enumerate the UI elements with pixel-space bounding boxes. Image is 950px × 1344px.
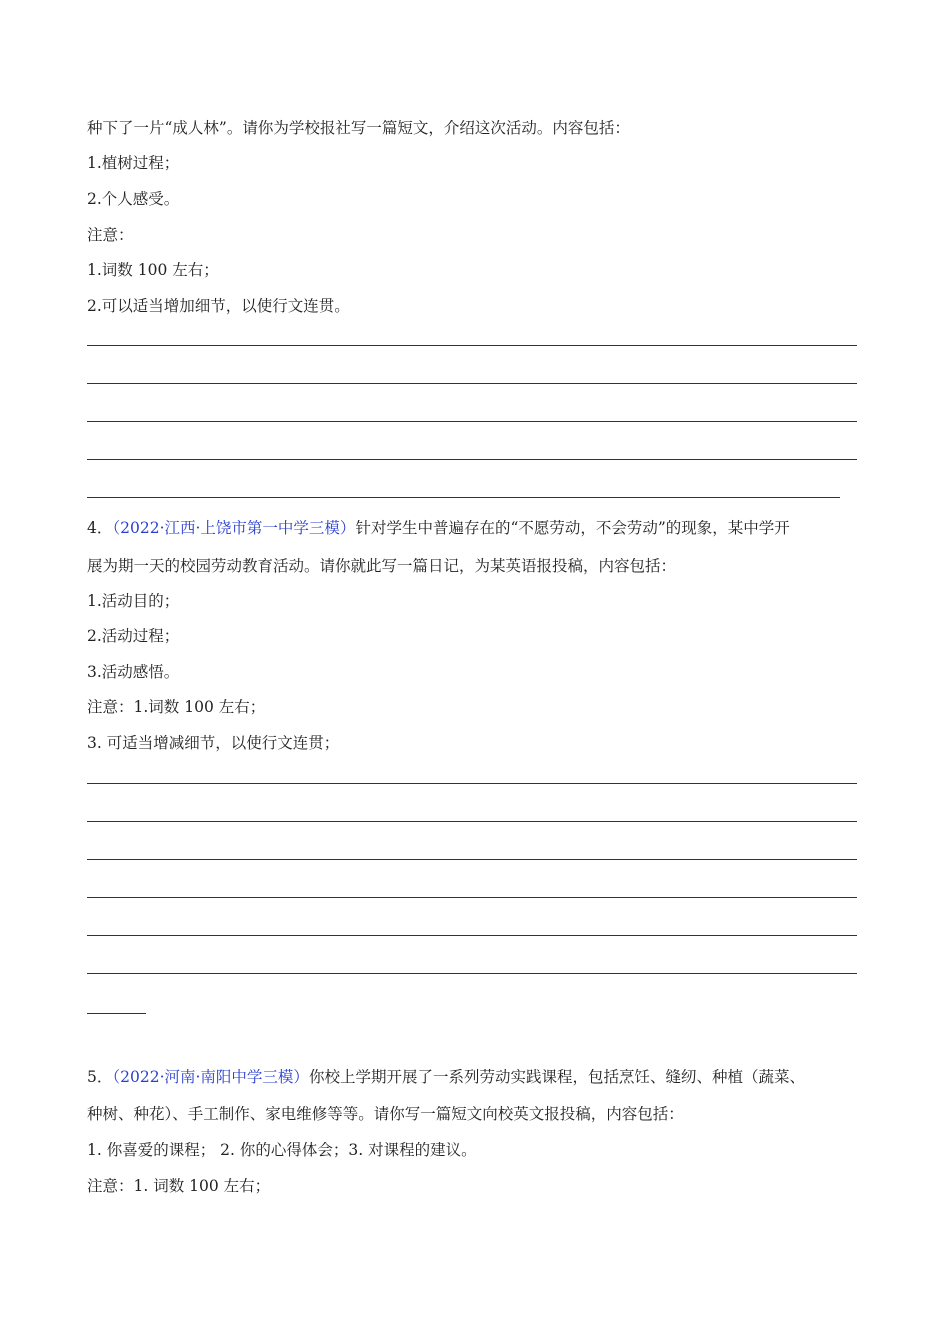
q5-content-items: 1. 你喜爱的课程； 2. 你的心得体会；3. 对课程的建议。 [87,1141,477,1159]
q5-prompt-line: 种树、种花）、手工制作、家电维修等等。请你写一篇短文向校英文报投稿，内容包括： [87,1105,684,1123]
answer-line[interactable] [87,345,857,346]
q4-source-link[interactable]: （2022·江西·上饶市第一中学三模） [112,519,356,537]
q4-prompt-line: 展为期一天的校园劳动教育活动。请你就此写一篇日记，为某英语报投稿，内容包括： [87,557,677,575]
answer-line[interactable] [87,459,857,460]
q3-content-item-1: 1.植树过程； [87,154,180,172]
q4-content-item-1: 1.活动目的； [87,592,180,610]
q4-content-item-3: 3.活动感悟。 [87,663,180,681]
q3-prompt-line: 种下了一片“成人林”。请你为学校报社写一篇短文，介绍这次活动。内容包括： [87,119,630,137]
q5-prompt-start: 你校上学期开展了一系列劳动实践课程，包括烹饪、缝纫、种植（蔬菜、 [308,1068,805,1086]
answer-line[interactable] [87,821,857,822]
q3-content-item-2: 2.个人感受。 [87,190,180,208]
answer-line[interactable] [87,859,857,860]
q3-note-2: 2.可以适当增加细节，以使行文连贯。 [87,297,350,315]
q5-first-line [87,1067,805,1087]
answer-line[interactable] [87,897,857,898]
answer-line[interactable] [87,383,857,384]
q3-note-heading: 注意： [87,226,134,244]
answer-line[interactable] [87,783,857,784]
q5-note-1: 注意：1. 词数 100 左右； [87,1177,271,1195]
answer-line[interactable] [87,1013,146,1014]
q5-number: 5． [87,1068,113,1086]
answer-line[interactable] [87,497,840,498]
q4-note-2: 3. 可适当增减细节，以使行文连贯； [87,734,340,752]
q4-first-line [87,518,790,538]
answer-line[interactable] [87,421,857,422]
q4-note-1: 注意：1.词数 100 左右； [87,698,266,716]
q3-note-1: 1.词数 100 左右； [87,261,219,279]
answer-line[interactable] [87,935,857,936]
q4-prompt-start: 针对学生中普遍存在的“不愿劳动，不会劳动”的现象，某中学开 [355,519,790,537]
q4-content-item-2: 2.活动过程； [87,627,180,645]
q4-number: 4． [87,519,113,537]
answer-line[interactable] [87,973,857,974]
q5-source-link[interactable]: （2022·河南·南阳中学三模） [112,1068,309,1086]
